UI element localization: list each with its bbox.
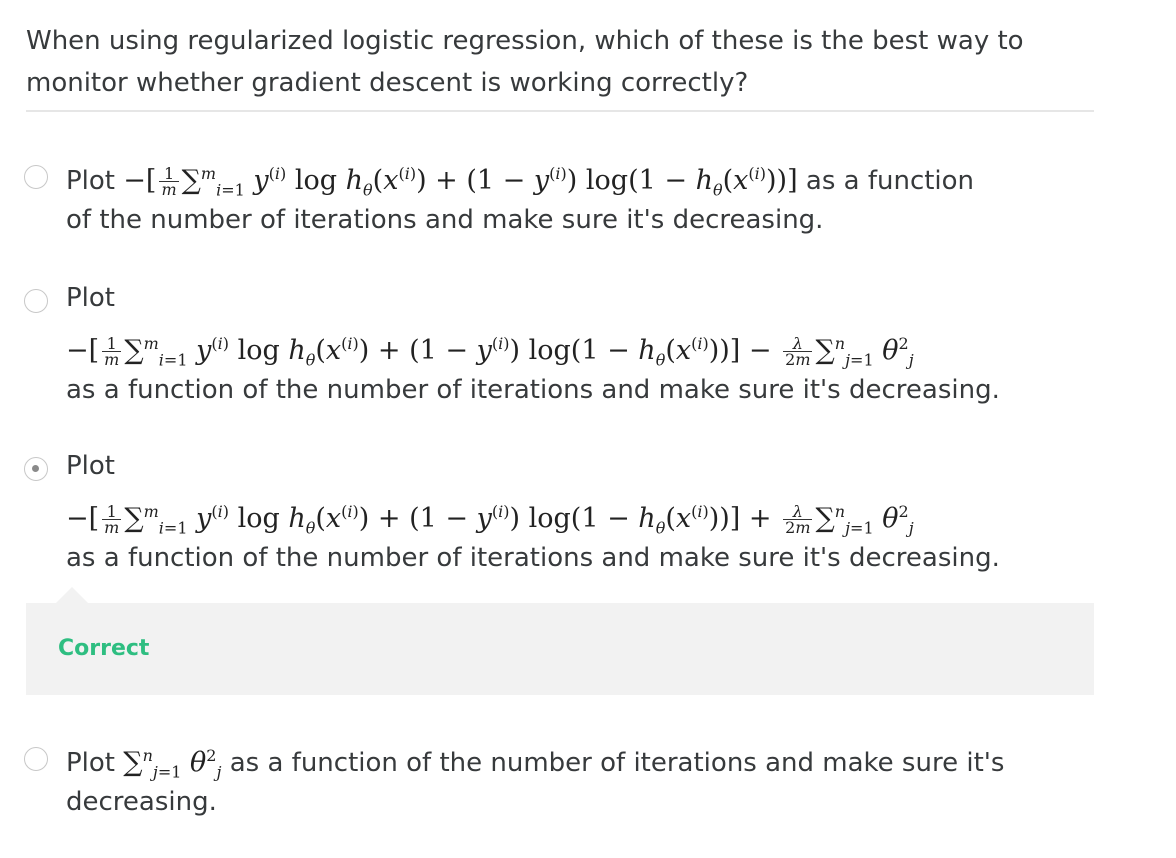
option-text: as a function of the number of iterations and make sure it's decreasing.	[66, 375, 1000, 405]
question-text: When using regularized logistic regression, which of these is the best way to monitor whether gradient descent is working correctly?	[26, 20, 1094, 112]
radio-button[interactable]	[24, 165, 48, 189]
option-text: decreasing.	[66, 787, 217, 817]
option-text: as a function of the number of iterations and make sure it's	[229, 748, 1005, 778]
feedback-panel	[26, 603, 1094, 695]
correct-label: Correct	[58, 636, 150, 661]
option-plot-word: Plot	[66, 451, 116, 481]
radio-button[interactable]	[24, 747, 48, 771]
option-plot-word: Plot	[66, 283, 116, 313]
regularized-cost-plus-formula: −[ $\frac{1}{m}$ ∑$^m_{i=1}$ $y^{(i)}$ $\log h_\theta(x^{(i)}) + (1 - y^{(i)}) \log(1 - h_\theta(x^{(i)}))$] + $\frac{\lambda}{2m}$ ∑$^n_{j=1}$ $\theta^2_j$	[66, 502, 914, 538]
option-plot-word: Plot	[66, 748, 116, 778]
radio-button-selected[interactable]	[24, 457, 48, 481]
option-text: as a function of the number of iterations and make sure it's decreasing.	[66, 543, 1000, 573]
option-plot-word: Plot	[66, 166, 116, 196]
cost-formula: −[ $\frac{1}{m}$ ∑$^m_{i=1}$ $y^{(i)}$ $\log h_\theta(x^{(i)}) + (1 - y^{(i)}) \log(1 - h_\theta(x^{(i)}))$]	[123, 164, 798, 200]
option-text: as a function	[805, 166, 975, 196]
theta-sum-formula: ∑$^n_{j=1}$ $\theta^2_j$	[123, 746, 222, 782]
option-text: of the number of iterations and make sure it's decreasing.	[66, 205, 824, 235]
radio-button[interactable]	[24, 289, 48, 313]
regularized-cost-minus-formula: −[ $\frac{1}{m}$ ∑$^m_{i=1}$ $y^{(i)}$ $\log h_\theta(x^{(i)}) + (1 - y^{(i)}) \log(1 - h_\theta(x^{(i)}))$] − $\frac{\lambda}{2m}$ ∑$^n_{j=1}$ $\theta^2_j$	[66, 334, 914, 370]
